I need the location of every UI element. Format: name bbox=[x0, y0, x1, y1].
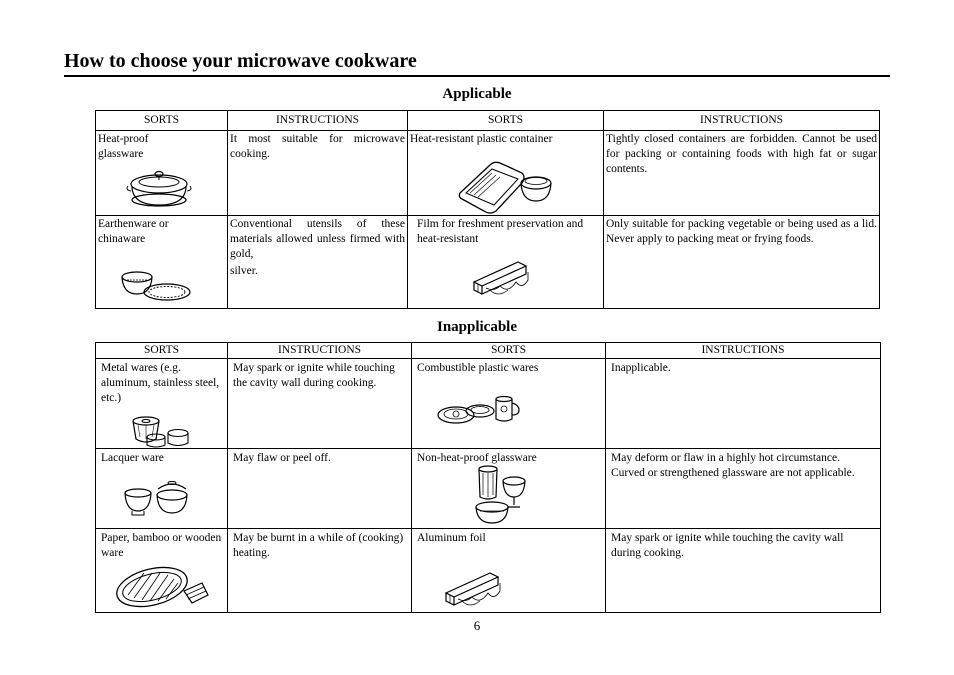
table-row bbox=[96, 449, 881, 529]
table-header-row bbox=[96, 343, 881, 359]
instruction-text: Conventional utensils of these materials allowed unless firmed with gold, bbox=[230, 218, 405, 260]
sort-label: Non-heat-proof glassware bbox=[417, 452, 537, 464]
table-header-row bbox=[96, 111, 880, 131]
column-header-instructions: INSTRUCTIONS bbox=[606, 343, 881, 359]
instruction-text: May be burnt in a while of (cooking) heating. bbox=[233, 532, 404, 559]
instruction-text: May flaw or peel off. bbox=[233, 452, 331, 464]
glass-casserole-icon bbox=[126, 164, 192, 208]
sort-label: Earthenware or chinaware bbox=[98, 218, 169, 245]
page-title: How to choose your microwave cookware bbox=[64, 50, 417, 72]
table-row bbox=[96, 529, 881, 613]
instruction-text: May deform or flaw in a highly hot circumstance. Curved or strengthened glassware are not applicable. bbox=[611, 452, 855, 479]
column-header-sorts: SORTS bbox=[96, 343, 228, 359]
table-row bbox=[96, 359, 881, 449]
column-header-instructions: INSTRUCTIONS bbox=[604, 111, 880, 131]
applicable-heading: Applicable bbox=[442, 86, 512, 102]
sort-label: Combustible plastic wares bbox=[417, 362, 539, 374]
instruction-text-continued: silver. bbox=[230, 265, 258, 277]
plastic-plates-cup-icon bbox=[436, 393, 520, 429]
title-underline bbox=[64, 75, 890, 77]
aluminum-foil-icon bbox=[442, 563, 504, 609]
column-header-instructions: INSTRUCTIONS bbox=[228, 343, 412, 359]
sort-label: Lacquer ware bbox=[101, 452, 164, 464]
applicable-table bbox=[95, 110, 880, 309]
sort-label: Paper, bamboo or wooden ware bbox=[101, 532, 222, 559]
metal-cookware-icon bbox=[130, 413, 194, 449]
instruction-text: It most suitable for microwave cooking. bbox=[230, 133, 405, 160]
sort-label: Heat-proof glassware bbox=[98, 133, 149, 160]
china-bowl-plate-icon bbox=[120, 268, 192, 304]
column-header-sorts: SORTS bbox=[412, 343, 606, 359]
instruction-text: Inapplicable. bbox=[611, 362, 671, 374]
sort-label: Metal wares (e.g. aluminum, stainless steel, etc.) bbox=[101, 362, 220, 404]
table-row bbox=[96, 216, 880, 309]
bamboo-basket-icon bbox=[114, 561, 210, 609]
sort-label: Aluminum foil bbox=[417, 532, 486, 544]
lacquer-bowls-icon bbox=[122, 479, 190, 519]
inapplicable-heading: Inapplicable bbox=[436, 319, 518, 335]
column-header-sorts: SORTS bbox=[408, 111, 604, 131]
instruction-text: Only suitable for packing vegetable or being used as a lid. Never apply to packing meat or frying foods. bbox=[606, 218, 877, 245]
instruction-text: May spark or ignite while touching the cavity wall during cooking. bbox=[233, 362, 395, 389]
column-header-instructions: INSTRUCTIONS bbox=[228, 111, 408, 131]
wrap-film-roll-icon bbox=[470, 252, 532, 298]
instruction-text: May spark or ignite while touching the cavity wall during cooking. bbox=[611, 532, 844, 559]
instruction-text: Tightly closed containers are forbidden. Cannot be used for packing or containing foods with high fat or sugar contents. bbox=[606, 133, 877, 175]
sort-label: Heat-resistant plastic container bbox=[410, 133, 553, 145]
table-row bbox=[96, 131, 880, 216]
plastic-container-icon bbox=[456, 155, 556, 216]
glassware-icon bbox=[472, 463, 530, 525]
column-header-sorts: SORTS bbox=[96, 111, 228, 131]
page-number: 6 bbox=[473, 618, 481, 633]
sort-label: Film for freshment preservation and heat-resistant bbox=[417, 218, 584, 245]
inapplicable-table bbox=[95, 342, 881, 613]
